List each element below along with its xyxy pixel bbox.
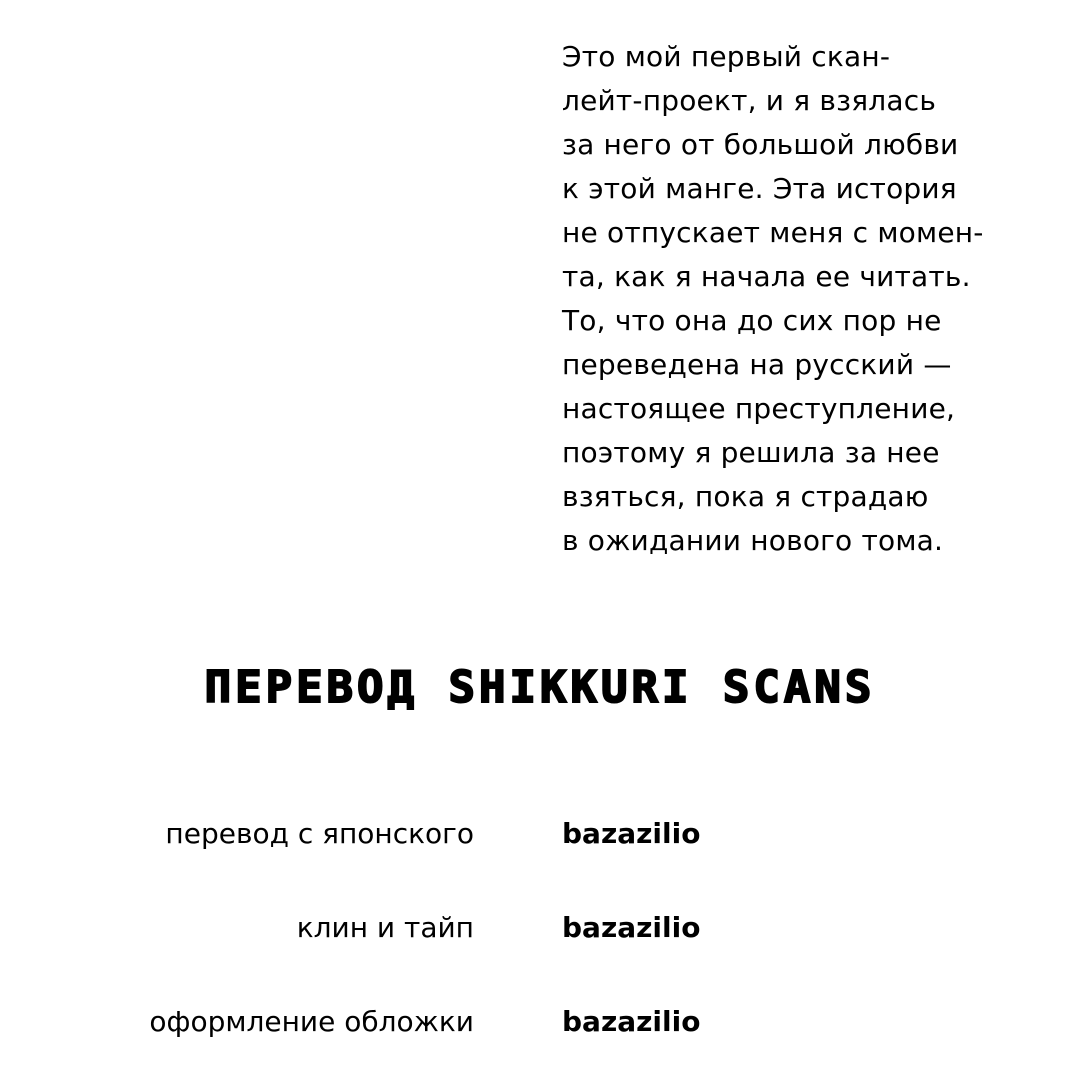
intro-line: та, как я начала ее читать.	[562, 260, 971, 293]
credit-row	[0, 994, 1080, 1088]
credit-role: перевод с японского	[165, 817, 474, 850]
intro-line: То, что она до сих пор не	[562, 304, 942, 337]
intro-line: в ожидании нового тома.	[562, 524, 944, 557]
credit-role: клин и тайп	[296, 911, 474, 944]
credit-row	[0, 806, 1080, 900]
credit-role: оформление обложки	[149, 1005, 474, 1038]
page-title: ПЕРЕВОД SHIKKURI SCANS	[204, 662, 876, 713]
credit-name: bazazilio	[562, 1005, 701, 1038]
intro-line: поэтому я решила за нее	[562, 436, 940, 469]
intro-line: лейт-проект, и я взялась	[562, 84, 937, 117]
intro-line: Это мой первый скан-	[562, 40, 891, 73]
credits-list	[0, 806, 1080, 1088]
credit-name: bazazilio	[562, 817, 701, 850]
intro-line: за него от большой любви	[562, 128, 959, 161]
credit-row	[0, 900, 1080, 994]
intro-line: взяться, пока я страдаю	[562, 480, 929, 513]
intro-line: к этой манге. Эта история	[562, 172, 957, 205]
intro-text	[562, 35, 1062, 563]
credit-name: bazazilio	[562, 911, 701, 944]
intro-line: переведена на русский —	[562, 348, 952, 381]
intro-line: настоящее преступление,	[562, 392, 956, 425]
intro-line: не отпускает меня с момен-	[562, 216, 984, 249]
